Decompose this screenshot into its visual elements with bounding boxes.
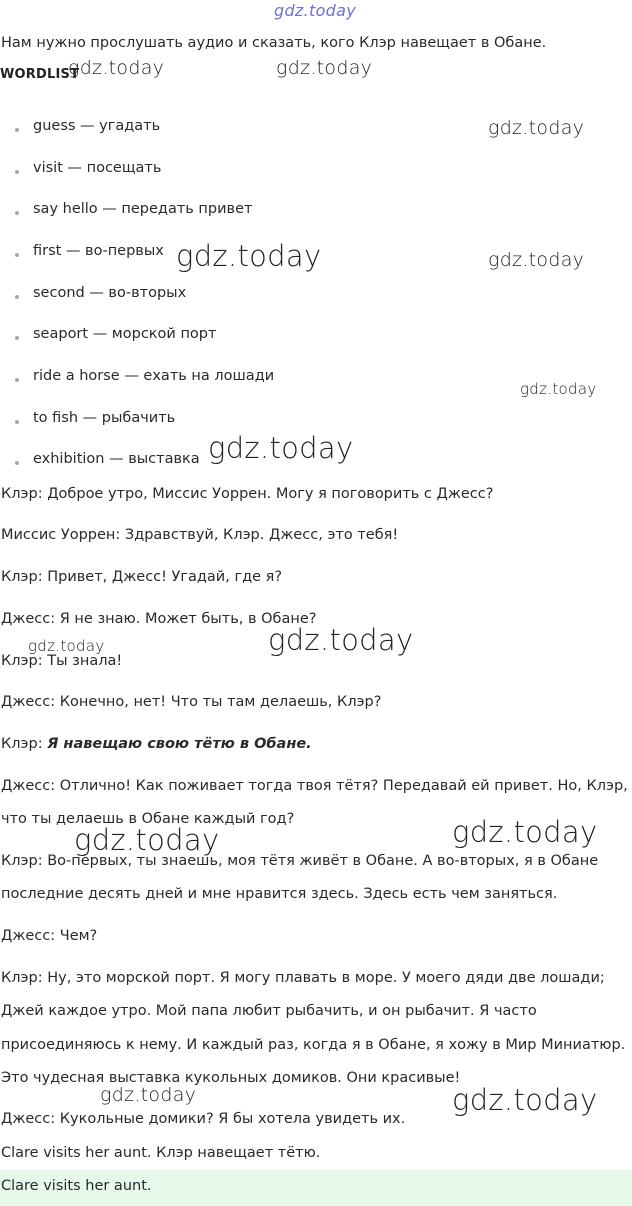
- bullet-icon: [15, 378, 19, 382]
- list-item: visit — посещать: [33, 160, 162, 176]
- watermark: gdz.today: [176, 239, 322, 273]
- bullet-icon: [15, 128, 19, 132]
- list-item: second — во-вторых: [33, 285, 187, 301]
- dialogue-line: Клэр: Во-первых, ты знаешь, моя тётя живёт в Обане. А во-вторых, я в Обане: [1, 853, 599, 869]
- dialogue-line: Джесс: Я не знаю. Может быть, в Обане?: [1, 611, 317, 627]
- dialogue-line: Клэр: Доброе утро, Миссис Уоррен. Могу я поговорить с Джесс?: [1, 486, 494, 502]
- watermark: gdz.today: [208, 431, 354, 465]
- bullet-icon: [15, 253, 19, 257]
- dialogue-line: Джесс: Чем?: [1, 928, 98, 944]
- list-item: guess — угадать: [33, 118, 161, 134]
- dialogue-line: Джесс: Кукольные домики? Я бы хотела увидеть их.: [1, 1111, 406, 1127]
- watermark: gdz.today: [488, 249, 585, 271]
- watermark: gdz.today: [268, 623, 414, 657]
- dialogue-line: Клэр: Ну, это морской порт. Я могу плавать в море. У моего дяди две лошади;: [1, 970, 605, 986]
- list-item: seaport — морской порт: [33, 326, 217, 342]
- answer-text: Clare visits her aunt.: [1, 1178, 152, 1194]
- speaker-label: Клэр:: [1, 736, 48, 752]
- watermark: gdz.today: [274, 1, 356, 20]
- bullet-icon: [15, 211, 19, 215]
- dialogue-line: Это чудесная выставка кукольных домиков. Они красивые!: [1, 1070, 461, 1086]
- dialogue-line: присоединяюсь к нему. И каждый раз, когда я в Обане, я хожу в Мир Миниатюр.: [1, 1037, 626, 1053]
- bullet-icon: [15, 461, 19, 465]
- summary-text: Clare visits her aunt. Клэр навещает тётю.: [1, 1145, 321, 1161]
- bullet-icon: [15, 336, 19, 340]
- dialogue-line: Клэр: Привет, Джесс! Угадай, где я?: [1, 569, 283, 585]
- dialogue-line: Клэр: Ты знала!: [1, 653, 123, 669]
- watermark: gdz.today: [28, 637, 105, 655]
- list-item: exhibition — выставка: [33, 451, 200, 467]
- watermark: gdz.today: [68, 57, 165, 79]
- dialogue-line: Джесс: Отлично! Как поживает тогда твоя тётя? Передавай ей привет. Но, Клэр,: [1, 778, 628, 794]
- wordlist-title: WORDLIST: [0, 67, 80, 82]
- list-item: to fish — рыбачить: [33, 410, 176, 426]
- answer-box: [0, 1170, 632, 1206]
- list-item: say hello — передать привет: [33, 201, 253, 217]
- emphasized-answer: Я навещаю свою тётю в Обане.: [47, 736, 312, 752]
- dialogue-line: [1, 736, 312, 752]
- bullet-icon: [15, 420, 19, 424]
- list-item: ride a horse — ехать на лошади: [33, 368, 275, 384]
- dialogue-line: Джесс: Конечно, нет! Что ты там делаешь, Клэр?: [1, 694, 382, 710]
- watermark: gdz.today: [520, 380, 597, 398]
- watermark: gdz.today: [100, 1084, 197, 1106]
- watermark: gdz.today: [74, 823, 220, 857]
- watermark: gdz.today: [488, 117, 585, 139]
- dialogue-line: последние десять дней и мне нравится здесь. Здесь есть чем заняться.: [1, 886, 558, 902]
- bullet-icon: [15, 170, 19, 174]
- list-item: first — во-первых: [33, 243, 164, 259]
- dialogue-line: Джей каждое утро. Мой папа любит рыбачить, и он рыбачит. Я часто: [1, 1003, 537, 1019]
- bullet-icon: [15, 295, 19, 299]
- intro-text: Нам нужно прослушать аудио и сказать, кого Клэр навещает в Обане.: [1, 35, 547, 51]
- dialogue-line: Миссис Уоррен: Здравствуй, Клэр. Джесс, это тебя!: [1, 527, 399, 543]
- watermark: gdz.today: [276, 57, 373, 79]
- watermark: gdz.today: [452, 1083, 598, 1117]
- dialogue-line: что ты делаешь в Обане каждый год?: [1, 811, 295, 827]
- watermark: gdz.today: [452, 815, 598, 849]
